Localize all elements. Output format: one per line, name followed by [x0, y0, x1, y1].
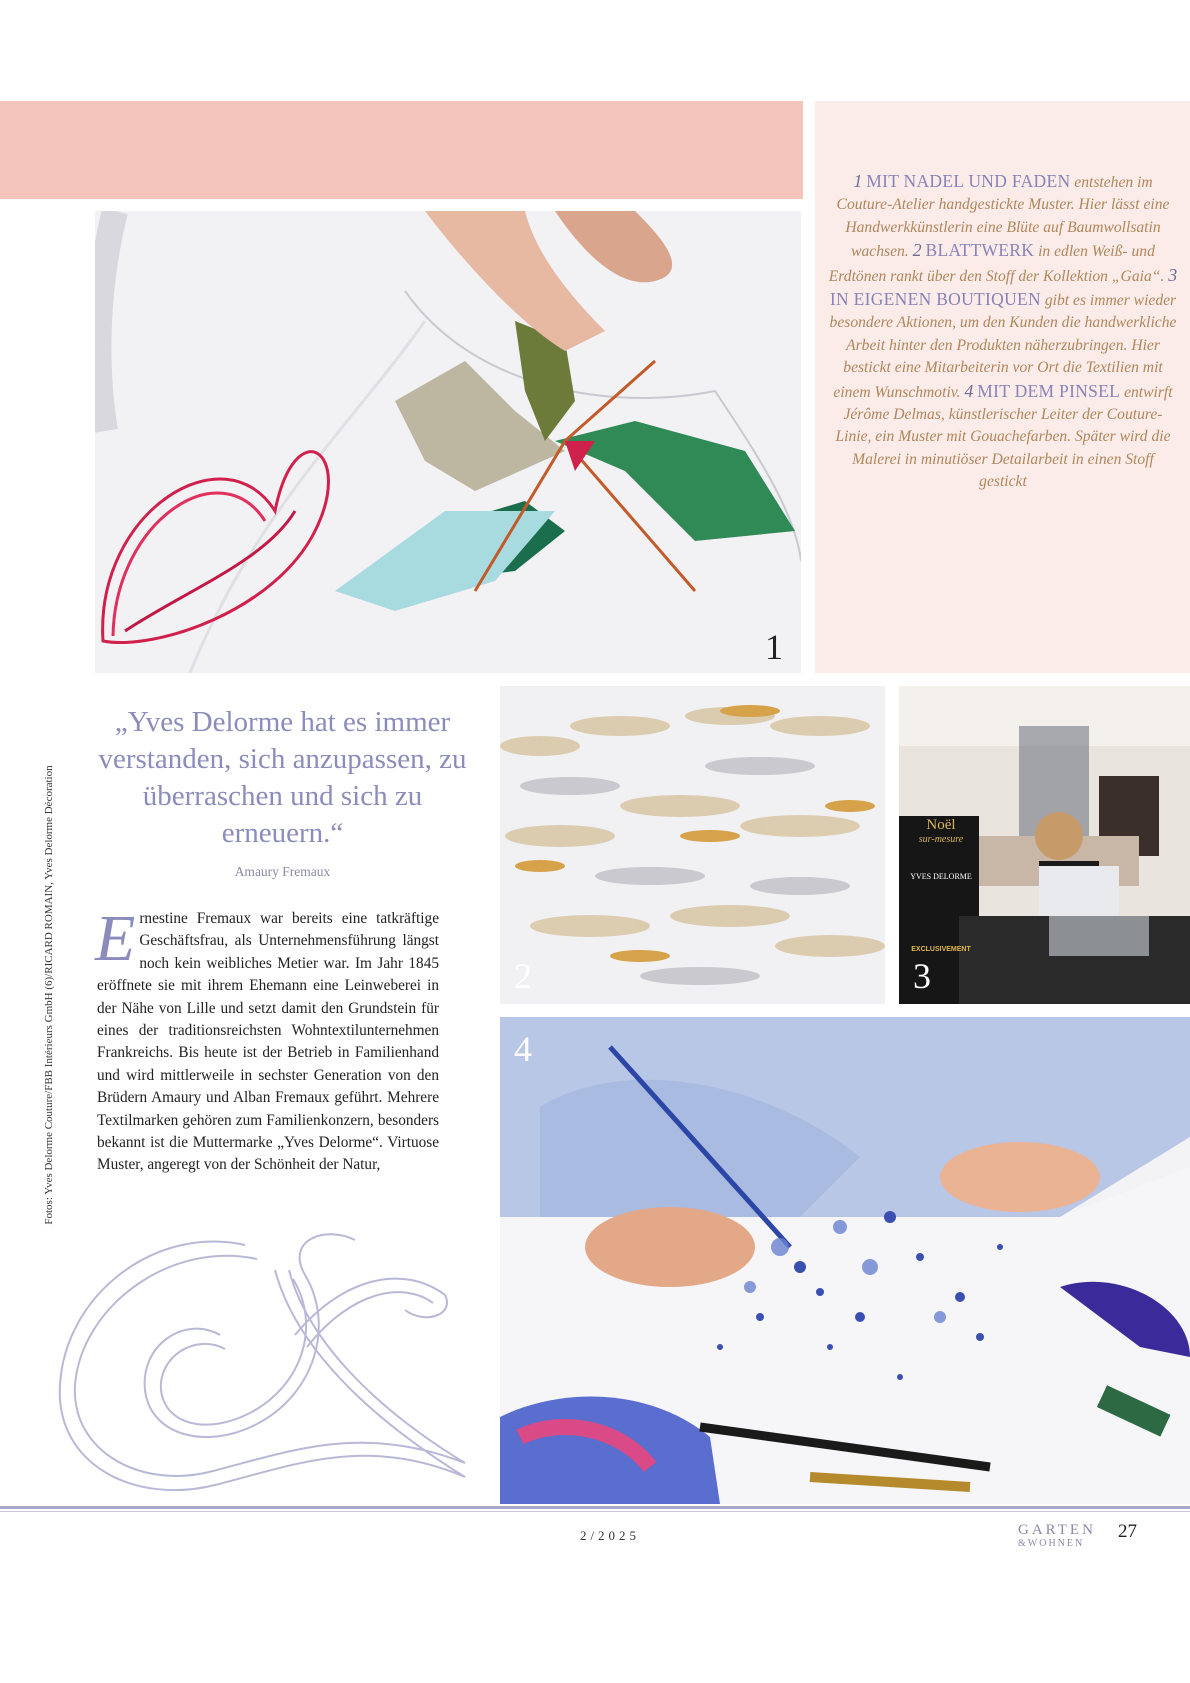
caption-number: 3: [1168, 264, 1178, 285]
drop-cap: E: [95, 902, 136, 975]
caption-body: entwirft Jérôme Delmas, künstlerischer Leiter der Couture-Linie, ein Muster mit Gouachefarben. Später wird die Malerei in minutiöser Detailarbeit in einen Stoff gestickt: [835, 383, 1173, 491]
caption-number: 1: [853, 171, 863, 191]
photo-leaf-embroidery: [500, 686, 885, 1004]
header-color-band: [0, 101, 803, 199]
caption-keyword: MIT NADEL UND FADEN: [866, 171, 1071, 191]
sign-promo: EXCLUSIVEMENT: [911, 946, 971, 953]
photo-credit: [40, 740, 58, 1250]
photo-credit-text: Fotos: Yves Delorme Couture/FBB Intérieurs GmbH (6)/RICARD ROMAIN, Yves Delorme Décoration: [43, 765, 55, 1225]
quote-author: Amaury Fremaux: [234, 864, 331, 879]
photo-number: 2: [514, 956, 532, 996]
photo-number: 1: [765, 627, 783, 667]
sign-sur-mesure: sur-mesure: [918, 834, 964, 845]
article-text: rnestine Fremaux war bereits eine tatkräftige Geschäftsfrau, als Unternehmensführung längst noch kein weibliches Metier war. Im Jahr 1845 eröffnete sie mit ihrem Ehemann eine Leinweberei in der Nähe von Lille und setzt damit den Grundstein für eines der traditionsreichsten Wohntextilunternehmen Frankreichs. Bis heute ist der Betrieb in Familienhand und wird mittlerweile in sechster Generation von den Brüdern Amaury und Alban Fremaux geführt. Mehrere Textilmarken gehören zum Familienkonzern, besonders bekannt ist die Muttermarke „Yves Delorme“. Virtuose Muster, angeregt von der Schönheit der Natur,: [97, 910, 439, 1174]
magazine-logo: [1018, 1522, 1118, 1558]
sign-noel: Noël: [926, 817, 956, 833]
logo-line-2: &WOHNEN: [1018, 1538, 1085, 1549]
caption-keyword: IN EIGENEN BOUTIQUEN: [829, 289, 1041, 310]
sign-brand: YVES DELORME: [910, 872, 972, 881]
ornament-swirl-icon: [45, 1215, 485, 1505]
photo-painting-gouache: [500, 1017, 1190, 1504]
logo-line-1: GARTEN: [1018, 1522, 1096, 1538]
caption-body: entstehen im Couture-Atelier handgestickte Muster. Hier lässt eine Handwerkkünstlerin eine Blüte auf Baumwollsatin wachsen.: [836, 174, 1170, 261]
article-body: [95, 902, 439, 1177]
page-number: 27: [1118, 1521, 1137, 1542]
caption-keyword: MIT DEM PINSEL: [977, 380, 1121, 401]
caption-keyword: BLATTWERK: [925, 240, 1035, 261]
photo-captions: [828, 170, 1178, 494]
footer-rule-thin: [0, 1511, 1190, 1512]
caption-body: in edlen Weiß- und Erdtönen rankt über den Stoff der Kollektion „Gaia“.: [828, 243, 1169, 285]
caption-body: gibt es immer wieder besondere Aktionen, um den Kunden die handwerkliche Arbeit hinter den Produkten näherzubringen. Hier bestickt eine Mitarbeiterin vor Ort die Textilien mit einem Wunschmotiv.: [829, 292, 1177, 401]
caption-number: 2: [912, 240, 922, 261]
issue-number: 2/2025: [579, 1528, 641, 1543]
photo-embroidery-hoop: [95, 211, 801, 673]
caption-number: 4: [964, 380, 974, 401]
pull-quote: „Yves Delorme hat es immer verstanden, sich anzupassen, zu überraschen und sich zu erneuern.“: [98, 706, 467, 849]
photo-number: 3: [913, 956, 931, 996]
photo-boutique: [899, 686, 1190, 1004]
photo-number: 4: [514, 1029, 532, 1069]
footer-rule: [0, 1506, 1190, 1509]
decorative-ornament: [45, 1215, 485, 1505]
